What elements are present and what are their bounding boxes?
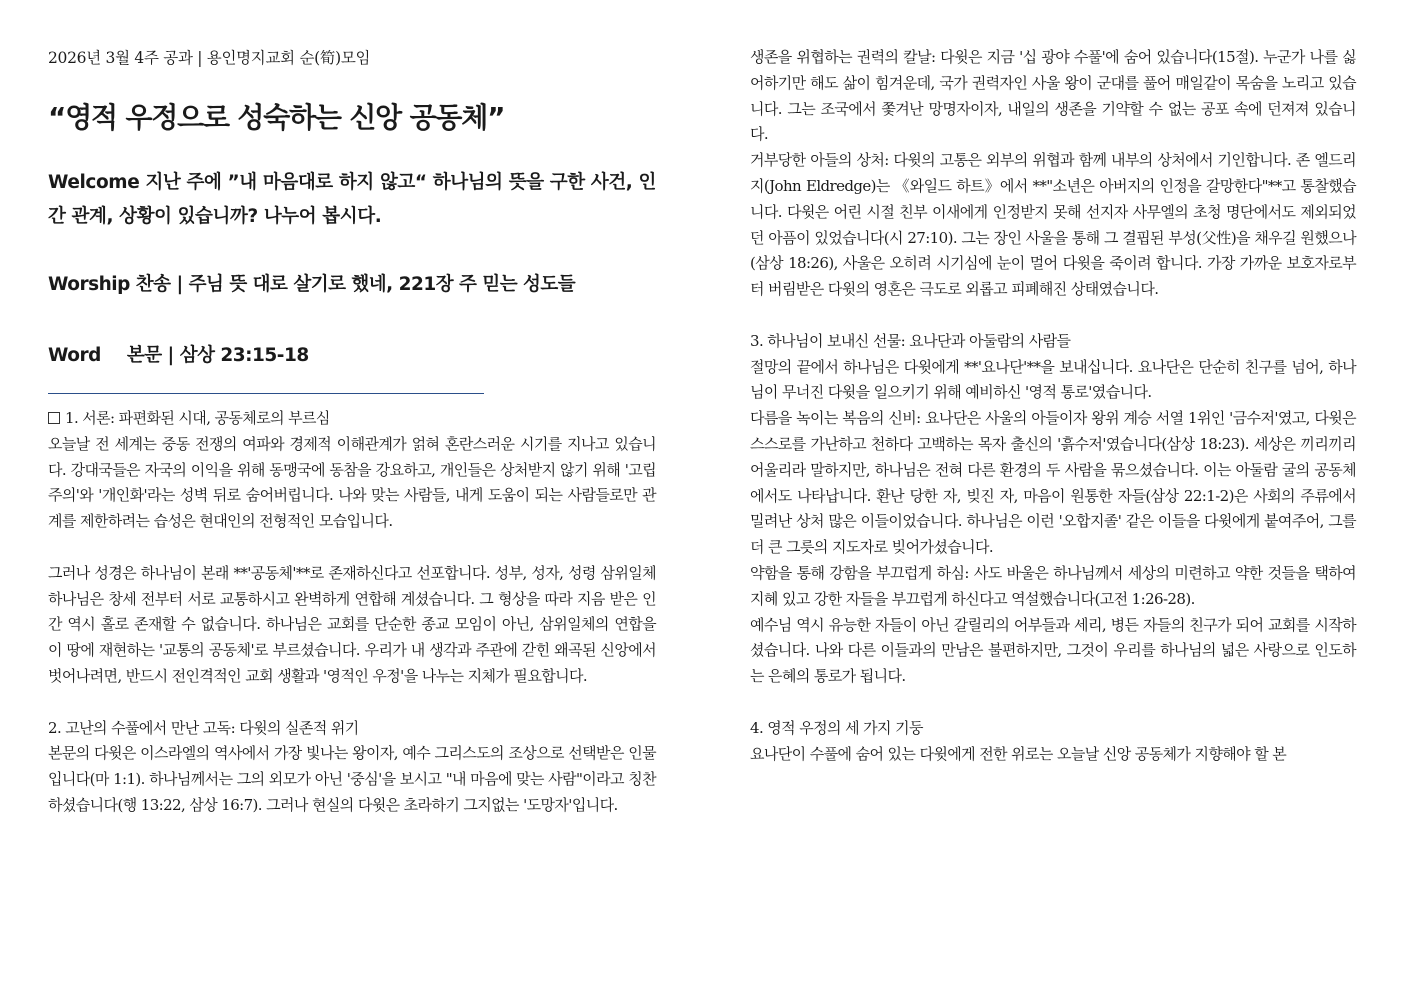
section-4-paragraph-1: 요나단이 수풀에 숨어 있는 다윗에게 전한 위로는 오늘날 신앙 공동체가 지향해야 할 본	[750, 744, 1287, 763]
lesson-header: 2026년 3월 4주 공과 | 용인명지교회 순(筍)모임	[48, 49, 371, 67]
checkbox-icon	[48, 412, 60, 424]
section-3-paragraph-4: 예수님 역시 유능한 자들이 아닌 갈릴리의 어부들과 세리, 병든 자들의 친구가 되어 교회를 시작하셨습니다. 나와 다른 이들과의 만남은 불편하지만, 그것이 우리를 하나님의 넓은 사랑으로 인도하는 은혜의 통로가 됩니다.	[750, 615, 1356, 686]
welcome-prompt: Welcome 지난 주에 ”내 마음대로 하지 않고“ 하나님의 뜻을 구한 사건, 인간 관계, 상황이 있습니까? 나누어 봅시다.	[48, 172, 656, 227]
section-4-heading: 4. 영적 우정의 세 가지 기둥	[750, 718, 923, 737]
section-1-paragraph-2: 그러나 성경은 하나님이 본래 **'공동체'**로 존재하신다고 선포합니다. 성부, 성자, 성령 삼위일체 하나님은 창세 전부터 서로 교통하시고 완벽하게 연합해 계셨습니다. 그 형상을 따라 지음 받은 인간 역시 홀로 존재할 수 없습니다. 하나님은 교회를 단순한 종교 모임이 아닌, 삼위일체의 연합을 이 땅에 재현하는 '교통의 공동체'로 부르셨습니다. 우리가 내 생각과 주관에 갇힌 왜곡된 신앙에서 벗어나려면, 반드시 전인격적인 교회 생활과 '영적인 우정'을 나누는 지체가 필요합니다.	[48, 563, 656, 685]
section-3-paragraph-2: 다름을 녹이는 복음의 신비: 요나단은 사울의 아들이자 왕위 계승 서열 1위인 '금수저'였고, 다윗은 스스로를 가난하고 천하다 고백하는 목자 출신의 '흙수저'였습니다(삼상 18:23). 세상은 끼리끼리 어울리라 말하지만, 하나님은 전혀 다른 환경의 두 사람을 묶으셨습니다. 이는 아둘람 굴의 공동체에서도 나타납니다. 환난 당한 자, 빚진 자, 마음이 원통한 자들(삼상 22:1-2)은 사회의 주류에서 밀려난 상처 많은 이들이었습니다. 하나님은 이런 '오합지졸' 같은 이들을 다윗에게 붙여주어, 그를 더 큰 그릇의 지도자로 빚어가셨습니다.	[750, 409, 1356, 557]
section-2-heading: 2. 고난의 수풀에서 만난 고독: 다윗의 실존적 위기	[48, 718, 359, 737]
section-3-paragraph-3: 약함을 통해 강함을 부끄럽게 하심: 사도 바울은 하나님께서 세상의 미련하고 약한 것들을 택하여 지혜 있고 강한 자들을 부끄럽게 하신다고 역설했습니다(고전 1:26-28).	[750, 563, 1356, 608]
section-1-heading-text: 1. 서론: 파편화된 시대, 공동체로의 부르심	[65, 409, 330, 427]
section-divider	[48, 393, 484, 394]
word-text: 본문 | 삼상 23:15-18	[126, 345, 309, 366]
right-body	[750, 45, 1356, 767]
left-body	[48, 406, 656, 819]
page-title: “영적 우정으로 성숙하는 신앙 공동체”	[48, 101, 505, 134]
section-3-heading: 3. 하나님이 보내신 선물: 요나단과 아둘람의 사람들	[750, 331, 1071, 350]
section-2-paragraph-1: 본문의 다윗은 이스라엘의 역사에서 가장 빛나는 왕이자, 예수 그리스도의 조상으로 선택받은 인물입니다(마 1:1). 하나님께서는 그의 외모가 아닌 '중심'을 보시고 "내 마음에 맞는 사람"이라고 칭찬하셨습니다(행 13:22, 삼상 16:7). 그러나 현실의 다윗은 초라하기 그지없는 '도망자'입니다.	[48, 744, 656, 814]
section-3-paragraph-1: 절망의 끝에서 하나님은 다윗에게 **'요나단'**을 보내십니다. 요나단은 단순히 친구를 넘어, 하나님이 무너진 다윗을 일으키기 위해 예비하신 '영적 통로'였습니다.	[750, 357, 1356, 402]
word-line	[48, 341, 309, 367]
section-1-heading	[48, 406, 656, 432]
wound-paragraph: 거부당한 아들의 상처: 다윗의 고통은 외부의 위협과 함께 내부의 상처에서 기인합니다. 존 엘드리지(John Eldredge)는 《와일드 하트》에서 **"소년은 아버지의 인정을 갈망한다"**고 통찰했습니다. 다윗은 어린 시절 친부 이새에게 인정받지 못해 선지자 사무엘의 초청 명단에서도 제외되었던 아픔이 있었습니다(시 27:10). 그는 장인 사울을 통해 그 결핍된 부성(父性)을 채우길 원했으나(삼상 18:26), 사울은 오히려 시기심에 눈이 멀어 다윗을 죽이려 합니다. 가장 가까운 보호자로부터 버림받은 다윗의 영혼은 극도로 외롭고 피폐해진 상태였습니다.	[750, 151, 1356, 299]
worship-line: Worship 찬송 | 주님 뜻 대로 살기로 했네, 221장 주 믿는 성도들	[48, 274, 576, 295]
threat-paragraph: 생존을 위협하는 권력의 칼날: 다윗은 지금 '십 광야 수풀'에 숨어 있습니다(15절). 누군가 나를 싫어하기만 해도 삶이 힘겨운데, 국가 권력자인 사울 왕이 군대를 풀어 매일같이 목숨을 노리고 있습니다. 그는 조국에서 쫓겨난 망명자이자, 내일의 생존을 기약할 수 없는 공포 속에 던져져 있습니다.	[750, 48, 1356, 144]
word-label: Word	[48, 345, 101, 366]
section-1-paragraph-1: 오늘날 전 세계는 중동 전쟁의 여파와 경제적 이해관계가 얽혀 혼란스러운 시기를 지나고 있습니다. 강대국들은 자국의 이익을 위해 동맹국에 동참을 강요하고, 개인들은 상처받지 않기 위해 '고립주의'와 '개인화'라는 성벽 뒤로 숨어버립니다. 나와 맞는 사람들, 내게 도움이 되는 사람들로만 관계를 제한하려는 습성은 현대인의 전형적인 모습입니다.	[48, 434, 656, 531]
